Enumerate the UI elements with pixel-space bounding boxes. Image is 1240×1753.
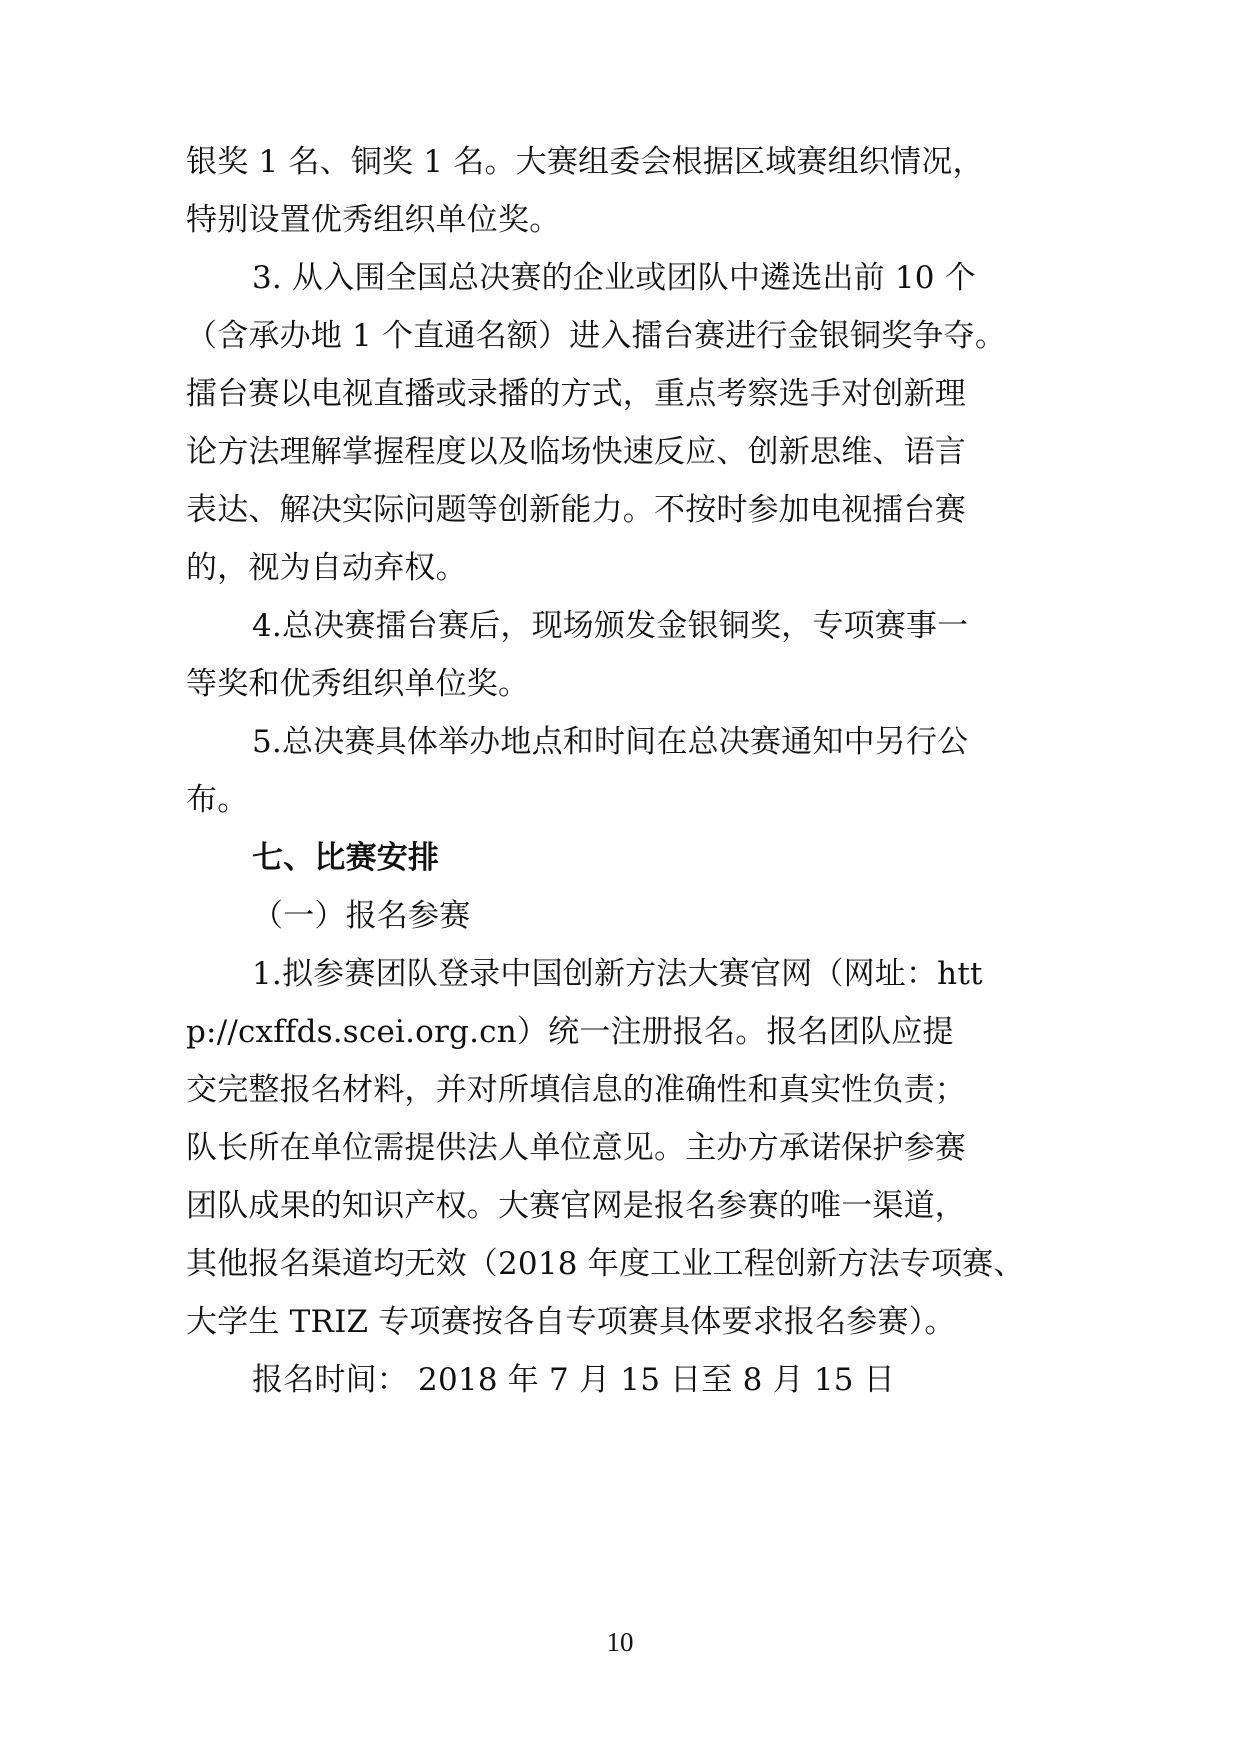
text-line-9: 4.总决赛擂台赛后，现场颁发金银铜奖，专项赛事一 (252, 608, 969, 644)
text-line-15: 1.拟参赛团队登录中国创新方法大赛官网（网址：htt (252, 956, 983, 992)
text-line-6: 论方法理解掌握程度以及临场快速反应、创新思维、语言 (186, 434, 966, 470)
section-heading: 七、比赛安排 (252, 840, 440, 876)
text-line-10: 等奖和优秀组织单位奖。 (186, 666, 530, 702)
text-line-7: 表达、解决实际问题等创新能力。不按时参加电视擂台赛 (186, 492, 966, 528)
text-line-18: 队长所在单位需提供法人单位意见。主办方承诺保护参赛 (186, 1130, 966, 1166)
text-line-3: 3. 从入围全国总决赛的企业或团队中遴选出前 10 个 (252, 260, 976, 296)
registration-time: 报名时间： 2018 年 7 月 15 日至 8 月 15 日 (252, 1362, 895, 1398)
text-line-19: 团队成果的知识产权。大赛官网是报名参赛的唯一渠道， (186, 1188, 966, 1224)
text-line-11: 5.总决赛具体举办地点和时间在总决赛通知中另行公 (252, 724, 969, 760)
page-number: 10 (606, 1627, 634, 1657)
text-line-1: 银奖 1 名、铜奖 1 名。大赛组委会根据区域赛组织情况， (186, 144, 984, 180)
text-line-5: 擂台赛以电视直播或录播的方式，重点考察选手对创新理 (186, 376, 966, 412)
text-line-20: 其他报名渠道均无效（2018 年度工业工程创新方法专项赛、 (186, 1246, 1025, 1282)
text-line-17: 交完整报名材料，并对所填信息的准确性和真实性负责； (186, 1072, 966, 1108)
text-line-16: p://cxffds.scei.org.cn）统一注册报名。报名团队应提 (186, 1014, 954, 1050)
text-line-4: （含承办地 1 个直通名额）进入擂台赛进行金银铜奖争夺。 (186, 318, 1007, 354)
subsection-heading: （一）报名参赛 (252, 898, 471, 934)
text-line-2: 特别设置优秀组织单位奖。 (186, 202, 561, 238)
text-line-8: 的，视为自动弃权。 (186, 550, 467, 586)
text-line-21: 大学生 TRIZ 专项赛按各自专项赛具体要求报名参赛）。 (186, 1304, 956, 1340)
text-line-12: 布。 (186, 782, 249, 818)
